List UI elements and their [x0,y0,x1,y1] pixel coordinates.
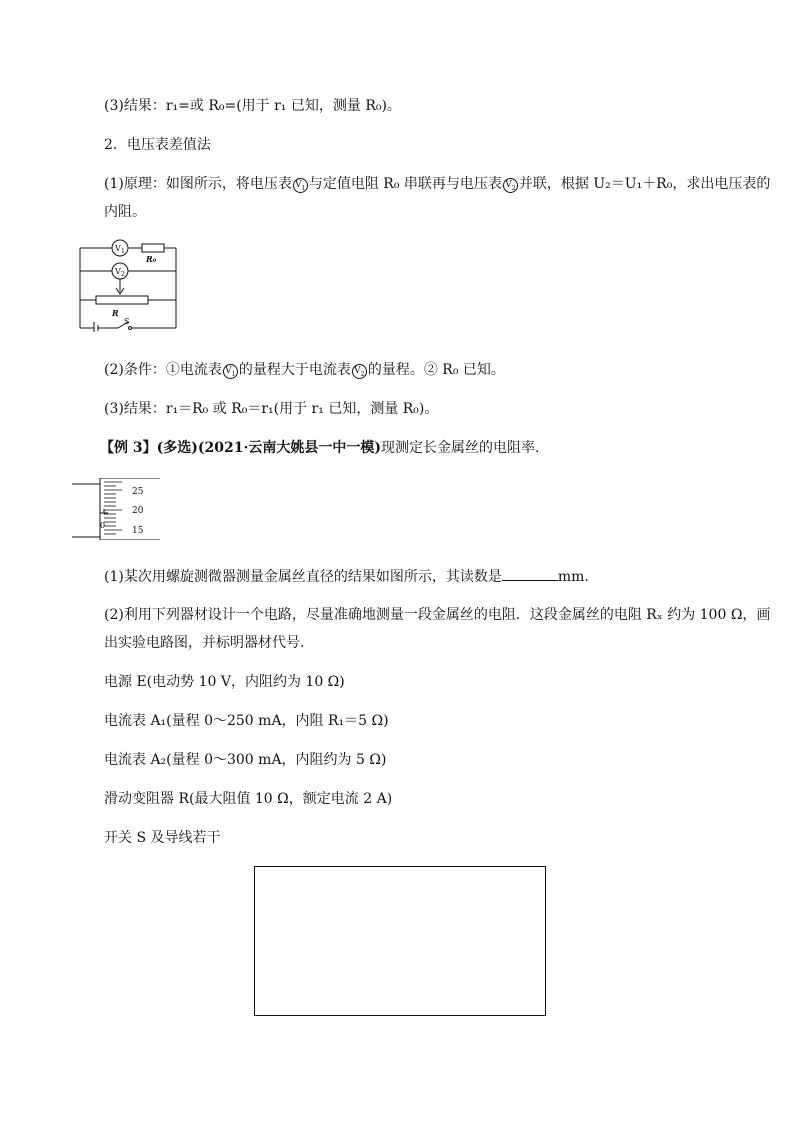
voltmeter-v1-icon: $V_1$ [293,178,308,193]
answer-drawing-box[interactable] [254,866,546,1016]
material-ammeter-a1: 电流表 A₁(量程 0～250 mA，内阻 R₁＝5 Ω) [104,713,389,729]
circuit-s-label: S [124,317,130,326]
circuit-diagram [74,236,184,332]
circuit-v1-label: V [115,244,121,253]
answer-blank[interactable] [502,566,558,581]
question-1-unit: mm. [557,569,589,585]
micrometer-diagram [72,478,162,540]
meter-v2-icon: $V_2$ [352,364,367,379]
micrometer-tick-15: 15 [132,526,144,536]
result-line-1: (3)结果：r₁=或 R₀=(用于 r₁ 已知，测量 R₀)。 [104,98,401,114]
svg-text:1: 1 [121,248,125,255]
section-heading: 2．电压表差值法 [104,137,211,153]
material-rheostat: 滑动变阻器 R(最大阻值 10 Ω，额定电流 2 A) [104,791,393,807]
condition-text-a: (2)条件：①电流表 [104,362,222,378]
question-2-line-1: (2)利用下列器材设计一个电路，尽量准确地测量一段金属丝的电阻．这段金属丝的电阻 Rₓ 约为 100 Ω，画 [104,607,771,623]
example-title: 【例 3】(多选)(2021·云南大姚县一中一模) [100,440,381,456]
result-line-2: (3)结果：r₁＝R₀ 或 R₀＝r₁(用于 r₁ 已知，测量 R₀)。 [104,401,439,417]
example-heading [100,438,539,458]
svg-text:2: 2 [121,271,125,278]
principle-line-2: 内阻。 [104,204,146,220]
condition-text-c: 的量程。② R₀ 已知。 [367,362,505,378]
micrometer-tick-20: 20 [132,506,144,516]
question-1 [104,566,589,587]
principle-text-b: 与定值电阻 R₀ 串联再与电压表 [308,176,502,192]
example-text: 现测定长金属丝的电阻率. [380,440,540,456]
principle-line [104,174,770,194]
material-power-source: 电源 E(电动势 10 V，内阻约为 10 Ω) [104,674,345,690]
question-2-line-2: 出实验电路图，并标明器材代号. [104,635,305,651]
circuit-r0-label: R₀ [146,254,157,264]
voltmeter-v2-icon: $V_2$ [503,178,518,193]
circuit-v2-label: V [115,267,121,276]
micrometer-zero: 0 [100,521,106,530]
condition-text-b: 的量程大于电流表 [238,362,351,378]
meter-v1-icon: $V_1$ [223,364,238,379]
question-1-text: (1)某次用螺旋测微器测量金属丝直径的结果如图所示，其读数是 [104,569,502,585]
principle-text-a: (1)原理：如图所示，将电压表 [104,176,292,192]
circuit-r-label: R [112,308,119,318]
condition-line [104,360,505,380]
principle-text-c: 并联，根据 U₂＝U₁＋R₀，求出电压表的 [518,176,771,192]
material-ammeter-a2: 电流表 A₂(量程 0～300 mA，内阻约为 5 Ω) [104,752,387,768]
material-switch: 开关 S 及导线若干 [104,830,221,846]
micrometer-tick-25: 25 [132,487,144,497]
